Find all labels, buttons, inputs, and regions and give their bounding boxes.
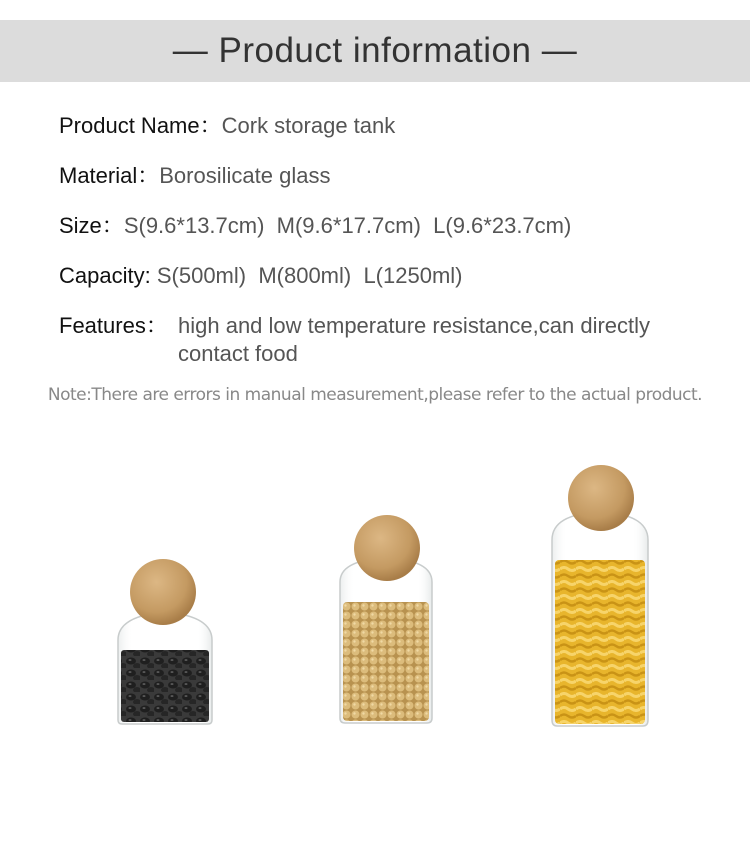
large-jar-pasta	[552, 465, 648, 726]
size-row	[59, 212, 571, 240]
header-banner	[0, 20, 750, 82]
cork-ball-icon	[130, 559, 196, 625]
cork-ball-icon	[568, 465, 634, 531]
medium-jar-soybeans	[340, 515, 432, 723]
product-name-row	[59, 112, 395, 140]
material-value: Borosilicate glass	[159, 163, 331, 188]
size-value: S(9.6*13.7cm) M(9.6*17.7cm) L(9.6*23.7cm)	[123, 213, 572, 238]
product-photo	[0, 440, 750, 760]
product-name-label: Product Name：	[59, 113, 222, 138]
page-title: — Product information —	[172, 31, 578, 70]
cork-ball-icon	[354, 515, 420, 581]
size-label: Size：	[59, 213, 124, 238]
material-label: Material：	[59, 163, 160, 188]
product-name-value: Cork storage tank	[221, 113, 396, 138]
measurement-note: Note:There are errors in manual measurement,please refer to the actual product.	[47, 385, 703, 405]
features-label: Features：	[59, 313, 168, 338]
capacity-row	[59, 262, 462, 290]
features-row	[59, 312, 719, 366]
features-value: high and low temperature resistance,can directly contact food	[178, 313, 651, 366]
capacity-value: S(500ml) M(800ml) L(1250ml)	[156, 263, 463, 288]
small-jar-black-beans	[118, 559, 212, 724]
material-row	[59, 162, 330, 190]
capacity-label: Capacity:	[59, 263, 151, 288]
